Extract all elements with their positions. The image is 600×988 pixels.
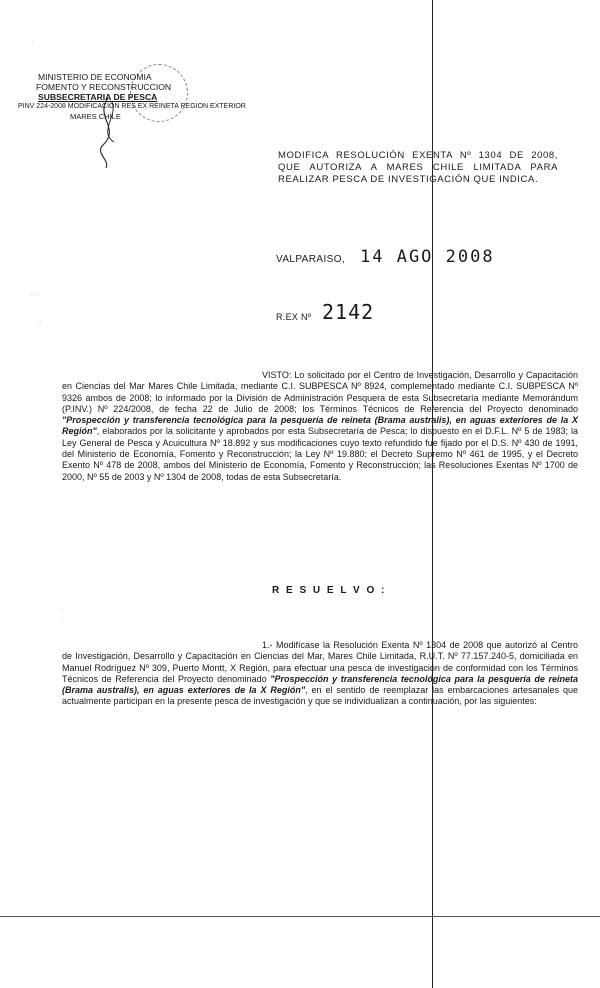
header-ministry: MINISTERIO DE ECONOMIA: [38, 72, 152, 82]
rex-label: R.EX Nº: [276, 312, 312, 322]
resuelvo-heading: R E S U E L V O :: [272, 585, 387, 596]
visto-text-1: VISTO: Lo solicitado por el Centro de Investigación, Desarrollo y Capacitación en Ciencias del Mar Mares Chile Limitada, mediante C.I. SUBPESCA Nº 8924, complementado mediante C.I. SUBPESCA Nº 9326 ambos de 2008; lo informado por la División de Administración Pesquera de esta Subsecretaría mediante Memorándum (P.INV.) Nº 224/2008, de fecha 22 de Julio de 2008; los Términos Técnicos de Referencia del Proyecto denominado: [62, 370, 578, 414]
scan-speck: .: [60, 614, 62, 621]
visto-paragraph: [62, 370, 578, 483]
header-subsecretaria: SUBSECRETARIA DE PESCA: [38, 92, 158, 102]
scan-vertical-line: [432, 0, 433, 988]
scan-speck: .: [60, 604, 62, 611]
place-label: VALPARAISO,: [276, 254, 346, 265]
header-mares-chile: MARES CHILE: [70, 112, 121, 121]
rex-number: 2142: [322, 300, 375, 324]
visto-project-title: "Prospección y transferencia tecnológica para la pesquería de reineta (Brama australis), en aguas exteriores de la X Región": [62, 415, 578, 437]
scan-speck: . . .: [30, 290, 40, 297]
scan-speck: . .: [36, 318, 42, 325]
header-reference: PINV 224-2008 MODIFICACION RES EX REINETA REGION EXTERIOR: [18, 103, 246, 110]
date-stamp: 14 AGO 2008: [360, 247, 495, 267]
scan-horizontal-line: [0, 916, 600, 917]
header-fomento: FOMENTO Y RECONSTRUCCION: [36, 82, 172, 92]
article-1-text-1: 1.- Modifícase la Resolución Exenta Nº 1304 de 2008 que autorizó al Centro de Investigación, Desarrollo y Capacitación en Ciencias del Mar, Mares Chile Limitada, R.U.T. Nº 77.157.240-5, domiciliada en Manuel Rodríguez Nº 309, Puerto Montt, X Región, para efectuar una pesca de investigación de conformidad con los Términos Técnicos de Referencia del Proyecto denominado: [62, 640, 578, 684]
article-1-text-2: , en el sentido de reemplazar las embarcaciones artesanales que actualmente participan en la presente pesca de investigación y que se individualizan a continuación, por las siguientes:: [62, 685, 578, 707]
ministry-header: [18, 72, 258, 122]
visto-text-2: , elaborados por la solicitante y aprobados por esta Subsecretaría de Pesca; lo dispuesto en el D.F.L. Nº 5 de 1983; la Ley General de Pesca y Acuicultura Nº 18.892 y sus modificaciones cuyo texto refundido fue fijado por el D.S. Nº 430 de 1991, del Ministerio de Economía, Fomento y Reconstrucción; la Ley Nº 19.880; el Decreto Supremo Nº 461 de 1995, y el Decreto Exento Nº 478 de 2008, ambos del Ministerio de Economía, Fomento y Reconstrucción; las Resoluciones Exentas Nº 1700 de 2000, Nº 55 de 2003 y Nº 1304 de 2008, todas de esta Subsecretaría.: [62, 426, 578, 482]
scan-speck: .: [32, 38, 34, 45]
article-1-project-title: "Prospección y transferencia tecnológica para la pesquería de reineta (Brama australis), en aguas exteriores de la X Región": [62, 673, 578, 696]
article-1-paragraph: [62, 640, 578, 708]
resolution-subject: MODIFICA RESOLUCIÓN EXENTA Nº 1304 DE 2008, QUE AUTORIZA A MARES CHILE LIMITADA PARA REALIZAR PESCA DE INVESTIGACIÓN QUE INDICA.: [278, 150, 558, 185]
